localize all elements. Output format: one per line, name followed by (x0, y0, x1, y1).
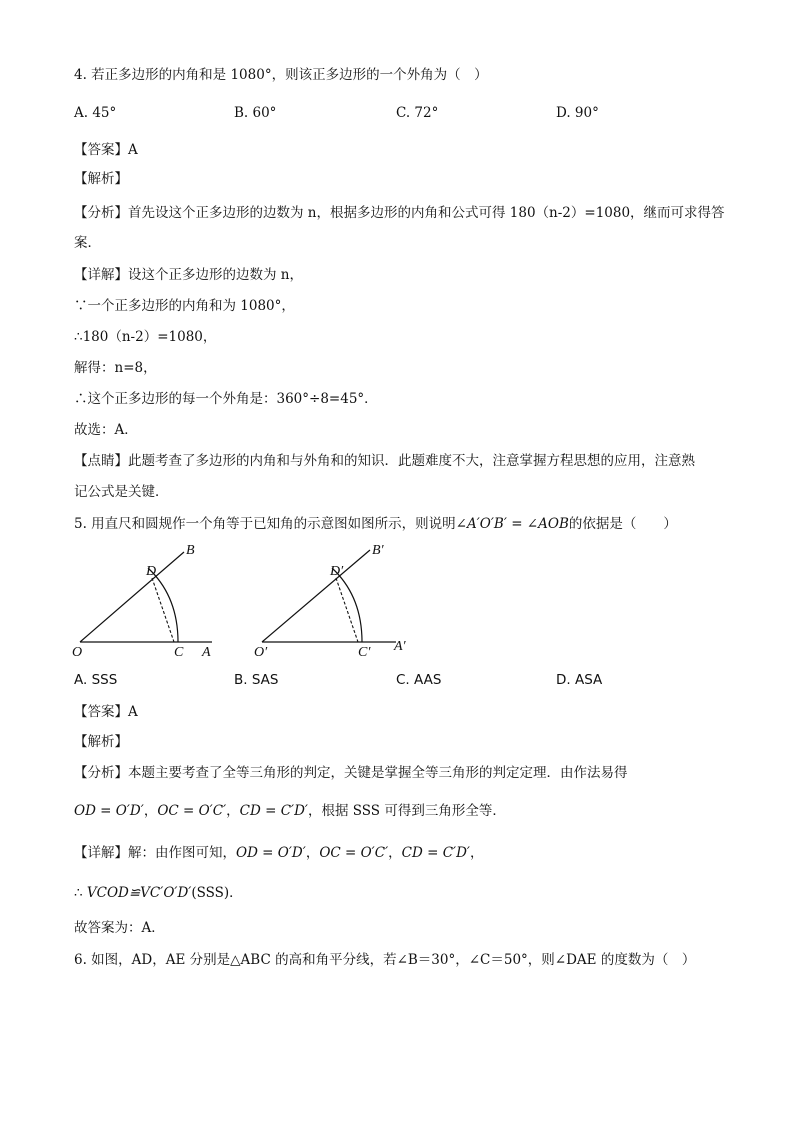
q4-detail-line1: 【详解】设这个正多边形的边数为 n， (74, 267, 303, 283)
q5-stem-prefix: 5. 用直尺和圆规作一个角等于已知角的示意图如图所示，则说明 (74, 516, 456, 532)
q5-analysis-math-cd: CD = C′D′ (239, 803, 308, 819)
q5-answer: 【答案】A (74, 704, 138, 720)
q4-detail-line5: ∴这个正多边形的每一个外角是：360°÷8=45°． (74, 391, 378, 407)
q5-figure-left (66, 538, 226, 662)
q5-analysis-math-oc: OC = O′C′ (157, 803, 227, 819)
q5-detail-prefix: 【详解】解：由作图可知， (74, 845, 236, 861)
q5-option-c: C. AAS (396, 672, 442, 688)
q4-choose: 故选：A． (74, 422, 138, 438)
q5-final: 故答案为：A． (74, 920, 165, 936)
fig-right-label-o: O′ (254, 645, 268, 660)
q4-option-d: D. 90° (556, 105, 599, 121)
q5-stem (74, 515, 677, 533)
q4-detail-line3: ∴180（n-2）=1080， (74, 329, 217, 345)
q4-answer: 【答案】A (74, 142, 138, 158)
fig-right-label-a: A′ (394, 639, 406, 654)
q4-comment-line2: 记公式是关键． (74, 484, 169, 500)
q4-detail-line4: 解得：n=8， (74, 360, 157, 376)
q5-analysis-tail: ，根据 SSS 可得到三角形全等． (307, 803, 506, 819)
q4-analysis-line1: 【分析】首先设这个正多边形的边数为 n，根据多边形的内角和公式可得 180（n-2）=1080，继而可求得答 (74, 205, 725, 221)
q5-stem-suffix: 的依据是（ ） (568, 516, 677, 532)
q5-analysis-math-od: OD = O′D′ (74, 803, 144, 819)
q5-figure-right (248, 538, 418, 662)
q5-analysis-line1: 【分析】本题主要考查了全等三角形的判定，关键是掌握全等三角形的判定定理．由作法易得 (74, 765, 628, 781)
fig-left-label-c: C (174, 645, 184, 660)
q5-therefore-symbol: ∴ (74, 885, 83, 901)
q5-detail-math-oc: OC = O′C′ (319, 845, 389, 861)
q5-option-a: A. SSS (74, 672, 118, 688)
q4-jiexi-heading: 【解析】 (74, 171, 128, 187)
q5-jiexi-heading: 【解析】 (74, 734, 128, 750)
q5-detail-math-cd: CD = C′D′ (401, 845, 470, 861)
q5-option-b: B. SAS (234, 672, 279, 688)
fig-left-label-b: B (186, 543, 195, 558)
q5-stem-math: ∠A′O′B′ = ∠AOB (455, 516, 569, 532)
fig-left-label-o: O (72, 645, 83, 660)
q6-stem: 6. 如图，AD，AE 分别是△ABC 的高和角平分线，若∠B＝30°，∠C＝50°，则∠DAE 的度数为（ ） (74, 952, 696, 968)
q5-detail: 【详解】解：由作图可知，OD = O′D′，OC = O′C′，CD = C′D′， (74, 845, 484, 861)
q4-option-c: C. 72° (396, 105, 439, 121)
fig-right-label-d: D′ (330, 564, 344, 579)
q5-therefore (74, 884, 243, 902)
q5-therefore-tail: (SSS)． (191, 885, 243, 901)
q4-detail-line2: ∵一个正多边形的内角和为 1080°， (74, 298, 295, 314)
q4-comment-line1: 【点睛】此题考查了多边形的内角和与外角和的知识．此题难度不大，注意掌握方程思想的应用，注意熟 (74, 453, 695, 469)
fig-left-label-a: A (202, 645, 211, 660)
fig-left-label-d: D (146, 564, 157, 579)
q4-option-b: B. 60° (234, 105, 277, 121)
q5-option-d: D. ASA (556, 672, 603, 688)
q4-option-a: A. 45° (74, 105, 117, 121)
fig-right-label-c: C′ (358, 645, 371, 660)
q4-stem: 4. 若正多边形的内角和是 1080°，则该正多边形的一个外角为（ ） (74, 67, 488, 83)
q4-analysis-line2: 案． (74, 235, 101, 251)
fig-right-label-b: B′ (372, 543, 384, 558)
q5-detail-math-od: OD = O′D′ (236, 845, 306, 861)
q5-therefore-math: VCOD≌VC′O′D′ (86, 885, 192, 901)
q5-analysis-line2: OD = O′D′，OC = O′C′，CD = C′D′，根据 SSS 可得到三角形全等． (74, 803, 506, 819)
